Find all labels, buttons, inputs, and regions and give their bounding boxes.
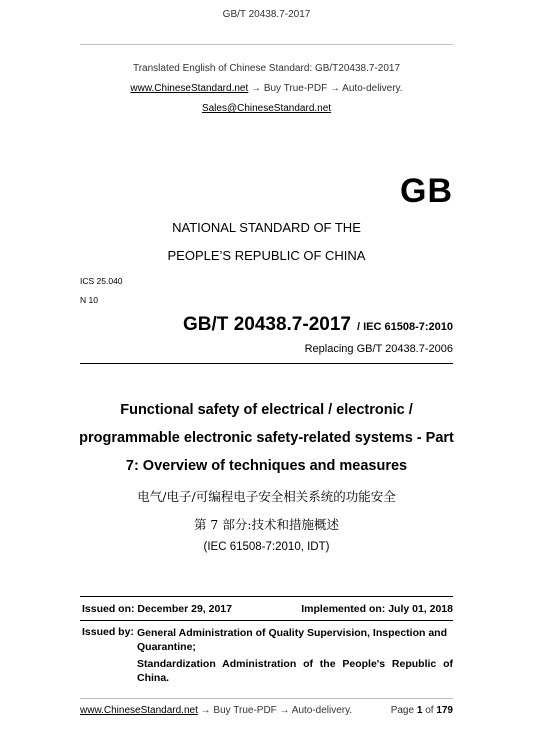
page-number: 1 xyxy=(416,705,423,716)
header-divider xyxy=(80,44,453,45)
footer-buy-line xyxy=(80,705,352,716)
dates-top-divider xyxy=(80,596,453,597)
chinese-title: 电气/电子/可编程电子安全相关系统的功能安全 xyxy=(137,489,396,504)
dates-bottom-divider xyxy=(80,620,453,621)
sales-email-link[interactable]: Sales@ChineseStandard.net xyxy=(201,103,332,114)
footer-divider xyxy=(80,698,453,699)
title-divider xyxy=(80,363,453,364)
of-label: of xyxy=(425,705,434,716)
header-sales-line xyxy=(0,103,533,114)
english-title-line2: programmable electronic safety-related systems - Part xyxy=(79,430,454,446)
page-label: Page xyxy=(390,705,415,716)
running-header-title: GB/T 20438.7-2017 xyxy=(222,9,311,20)
issuer-1: General Administration of Quality Supervision, Inspection and Quarantine; xyxy=(137,627,447,653)
gb-logo: GB xyxy=(400,172,453,210)
issued-by-label: Issued by: xyxy=(82,626,134,638)
header-buy-line xyxy=(0,83,533,94)
english-title-line1: Functional safety of electrical / electronic / xyxy=(120,402,413,418)
page-total: 179 xyxy=(436,705,453,716)
page-indicator xyxy=(391,705,453,716)
header-buy-text: → Buy True-PDF → Auto-delivery. xyxy=(251,83,403,94)
ics-code: ICS 25.040 xyxy=(80,276,123,286)
header-site-link[interactable]: www.ChineseStandard.net xyxy=(130,83,249,94)
issuer-2: Standardization Administration of the People's Republic of China. xyxy=(137,658,453,684)
translated-standard-line: Translated English of Chinese Standard: GB/T20438.7-2017 xyxy=(132,63,401,74)
standard-number-block xyxy=(183,314,453,336)
footer-site-link[interactable]: www.ChineseStandard.net xyxy=(80,705,198,716)
national-standard-heading-line1: NATIONAL STANDARD OF THE xyxy=(172,220,361,235)
chinese-subtitle: 第 7 部分:技术和措施概述 xyxy=(193,517,340,532)
replacing-standard: Replacing GB/T 20438.7-2006 xyxy=(304,343,453,355)
ccs-code: N 10 xyxy=(80,295,98,305)
standard-number: GB/T 20438.7-2017 xyxy=(183,314,351,335)
footer-buy-text: → Buy True-PDF → Auto-delivery. xyxy=(200,705,353,716)
issued-on-date: Issued on: December 29, 2017 xyxy=(82,603,232,615)
national-standard-heading-line2: PEOPLE’S REPUBLIC OF CHINA xyxy=(167,248,366,263)
english-title-line3: 7: Overview of techniques and measures xyxy=(125,458,408,474)
implemented-on-date: Implemented on: July 01, 2018 xyxy=(301,603,453,615)
iec-reference: (IEC 61508-7:2010, IDT) xyxy=(203,541,330,553)
iec-equivalent: / IEC 61508-7:2010 xyxy=(356,321,453,333)
